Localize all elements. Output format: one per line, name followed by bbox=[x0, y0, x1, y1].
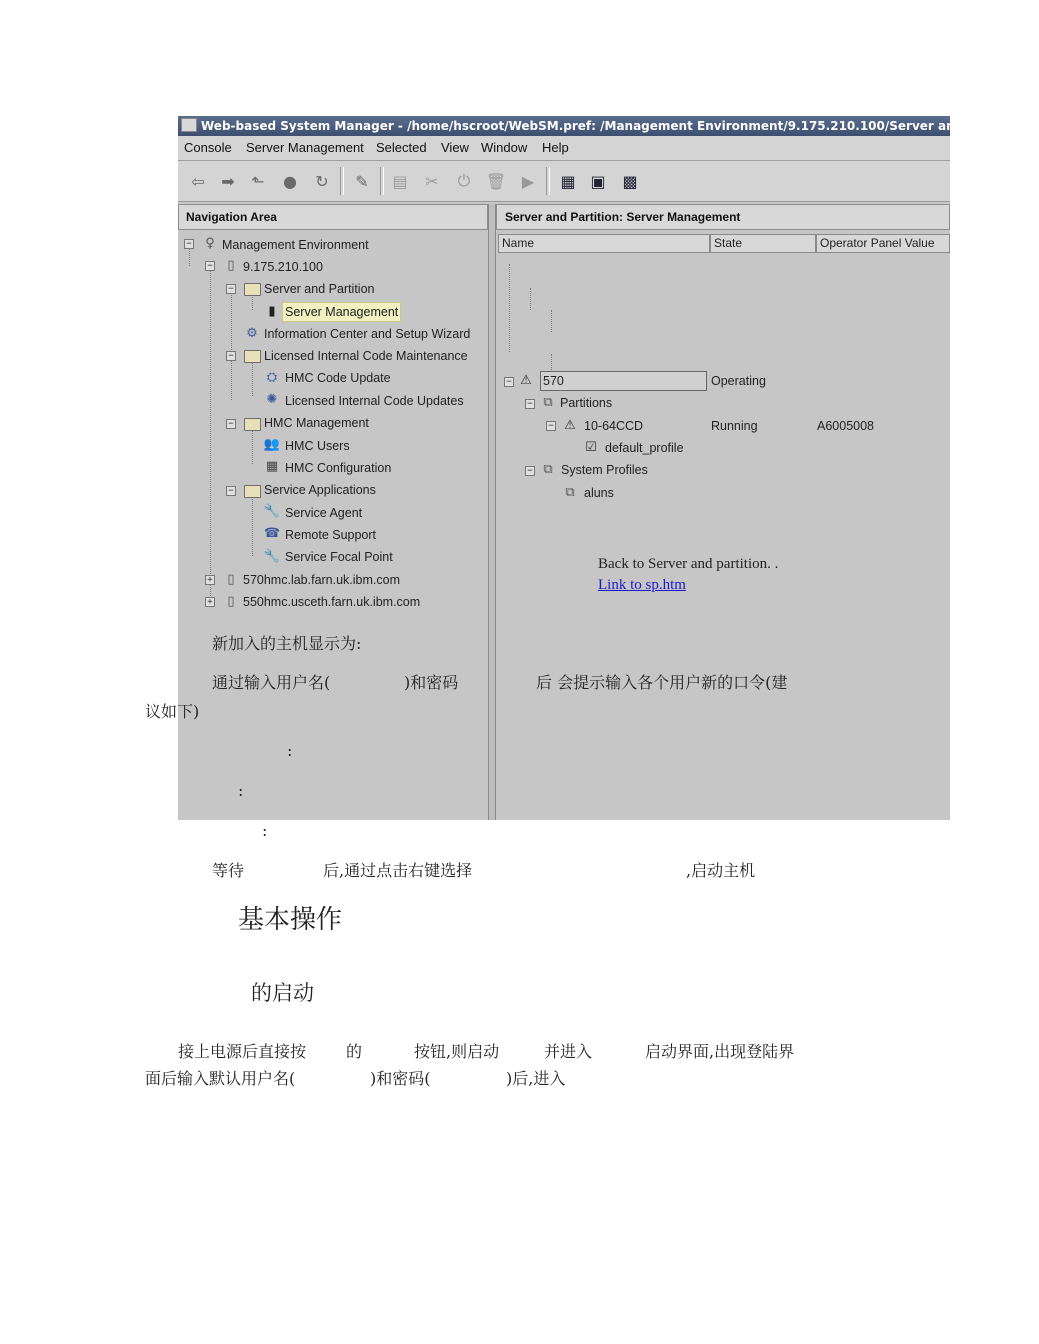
column-header-operator-panel-value[interactable]: Operator Panel Value bbox=[816, 234, 950, 253]
menu-bar bbox=[178, 136, 950, 161]
server-icon: ▯ bbox=[227, 593, 235, 609]
expand-toggle[interactable]: + bbox=[205, 597, 215, 607]
expand-toggle[interactable]: + bbox=[205, 575, 215, 585]
login-text-part3: 后 会提示输入各个用户新的口令(建 bbox=[536, 673, 788, 692]
view-large-icon[interactable]: ▦ bbox=[560, 171, 576, 191]
collapse-toggle[interactable]: − bbox=[226, 284, 236, 294]
menu-help[interactable]: Help bbox=[542, 140, 569, 155]
power-icon[interactable]: ⏻ bbox=[457, 171, 471, 190]
menu-console[interactable]: Console bbox=[184, 140, 232, 155]
row-opv-partition: A6005008 bbox=[817, 419, 875, 433]
tree-item-hmc-configuration[interactable]: HMC Configuration bbox=[285, 461, 392, 475]
pane-splitter[interactable] bbox=[488, 204, 496, 820]
up-folder-icon[interactable]: ⬑ bbox=[251, 171, 265, 191]
row-name-system-profiles[interactable]: System Profiles bbox=[561, 463, 648, 477]
tree-line bbox=[551, 354, 552, 370]
toolbar-separator bbox=[380, 167, 384, 195]
collapse-toggle[interactable]: − bbox=[546, 421, 556, 431]
service-focal-point-icon: 🔧 bbox=[263, 548, 281, 564]
brush-icon[interactable]: ✎ bbox=[355, 171, 369, 191]
properties-icon[interactable]: ▤ bbox=[392, 171, 408, 191]
tree-line bbox=[231, 288, 232, 400]
para-line2-part1: 面后输入默认用户名( bbox=[145, 1069, 296, 1088]
tree-line bbox=[509, 264, 510, 352]
collapse-toggle[interactable]: − bbox=[226, 419, 236, 429]
row-state-partition: Running bbox=[711, 419, 758, 433]
menu-server-management[interactable]: Server Management bbox=[246, 140, 364, 155]
collapse-toggle[interactable]: − bbox=[226, 351, 236, 361]
profile-icon: ☑ bbox=[585, 439, 597, 455]
server-icon: ▯ bbox=[227, 257, 235, 273]
back-to-server-text: Back to Server and partition. . bbox=[598, 556, 779, 572]
lic-updates-icon: ✺ bbox=[266, 391, 278, 407]
para-line2-part3: )后,进入 bbox=[506, 1069, 566, 1088]
login-text-line2: 议如下) bbox=[145, 702, 200, 721]
tree-item-lic-updates[interactable]: Licensed Internal Code Updates bbox=[285, 394, 464, 408]
collapse-toggle[interactable]: − bbox=[525, 466, 535, 476]
tree-line bbox=[252, 492, 253, 556]
menu-window[interactable]: Window bbox=[481, 140, 528, 155]
navigation-tree bbox=[178, 232, 489, 820]
content-table bbox=[496, 232, 950, 820]
window-title-bar bbox=[178, 116, 1039, 136]
para-line2-part2: )和密码( bbox=[370, 1069, 431, 1088]
row-name-partition[interactable]: 10-64CCD bbox=[584, 419, 644, 433]
folder-icon bbox=[244, 418, 261, 431]
cut-icon[interactable]: ✂ bbox=[425, 171, 439, 191]
warning-partition-icon: ⚠ bbox=[564, 417, 576, 433]
tree-item-service-agent[interactable]: Service Agent bbox=[285, 506, 363, 520]
collapse-toggle[interactable]: − bbox=[205, 261, 215, 271]
websm-screenshot bbox=[178, 116, 1039, 820]
tree-line bbox=[210, 266, 211, 602]
selected-row-highlight bbox=[540, 371, 707, 391]
refresh-icon[interactable]: ↻ bbox=[315, 171, 329, 191]
forward-arrow-icon[interactable]: ➡ bbox=[221, 171, 235, 191]
link-sp-htm[interactable]: Link to sp.htm bbox=[598, 577, 686, 593]
navigation-area-header: Navigation Area bbox=[178, 204, 488, 230]
para-text-part2: 的 bbox=[346, 1042, 363, 1061]
heading-startup: 的启动 bbox=[251, 981, 314, 1005]
view-details-icon[interactable]: ▩ bbox=[622, 171, 638, 191]
code-update-icon: ⛭ bbox=[266, 369, 278, 385]
para-text-part1: 接上电源后直接按 bbox=[178, 1042, 307, 1061]
tree-item-hmc-users[interactable]: HMC Users bbox=[285, 439, 350, 453]
heading-basic-operations: 基本操作 bbox=[238, 905, 343, 935]
configuration-icon: ▦ bbox=[265, 458, 279, 474]
folder-icon bbox=[244, 283, 261, 296]
column-header-state[interactable]: State bbox=[710, 234, 816, 253]
window-title: Web-based System Manager - /home/hscroot/WebSM.pref: /Management Environment/9.175.210.100/Server and Partition/S bbox=[201, 119, 1039, 133]
run-icon[interactable]: ▶ bbox=[521, 171, 535, 191]
tree-item-information-center[interactable]: Information Center and Setup Wizard bbox=[264, 327, 471, 341]
new-host-label: 新加入的主机显示为: bbox=[212, 634, 362, 653]
login-text-part2: )和密码 bbox=[404, 673, 459, 692]
app-icon bbox=[181, 118, 197, 132]
column-header-name[interactable]: Name bbox=[498, 234, 710, 253]
row-name-570[interactable]: 570 bbox=[543, 374, 564, 388]
row-name-default-profile[interactable]: default_profile bbox=[605, 441, 684, 455]
folder-icon bbox=[244, 350, 261, 363]
tree-item-management-environment[interactable]: Management Environment bbox=[222, 238, 369, 252]
tree-item-hmc-management[interactable]: HMC Management bbox=[264, 416, 369, 430]
para-text-part5: 启动界面,出现登陆界 bbox=[645, 1042, 795, 1061]
remote-support-icon: ☎ bbox=[263, 525, 281, 541]
tree-item-server-and-partition[interactable]: Server and Partition bbox=[264, 282, 375, 296]
content-area-header: Server and Partition: Server Management bbox=[496, 204, 950, 230]
tree-item-server-management[interactable]: Server Management bbox=[282, 302, 401, 322]
toolbar bbox=[178, 161, 950, 202]
users-icon: 👥 bbox=[263, 436, 281, 452]
tree-item-service-applications[interactable]: Service Applications bbox=[264, 483, 376, 497]
tree-line bbox=[551, 310, 552, 332]
row-name-aluns[interactable]: aluns bbox=[584, 486, 614, 500]
row-state-570: Operating bbox=[711, 374, 766, 388]
row-name-partitions[interactable]: Partitions bbox=[560, 396, 613, 410]
back-arrow-icon[interactable]: ⇦ bbox=[191, 171, 205, 191]
tree-item-hmc-code-update[interactable]: HMC Code Update bbox=[285, 371, 391, 385]
toolbar-separator bbox=[340, 167, 344, 195]
tree-item-remote-support[interactable]: Remote Support bbox=[285, 528, 377, 542]
collapse-toggle[interactable]: − bbox=[184, 239, 194, 249]
colon-marker: : bbox=[238, 781, 244, 800]
wait-text-part1: 等待 bbox=[212, 861, 245, 880]
tree-item-550hmc[interactable]: 550hmc.usceth.farn.uk.ibm.com bbox=[243, 595, 421, 609]
wait-text-part3: ,启动主机 bbox=[686, 861, 756, 880]
para-text-part4: 并进入 bbox=[544, 1042, 593, 1061]
server-icon: ▯ bbox=[227, 571, 235, 587]
wait-text-part2: 后,通过点击右键选择 bbox=[323, 861, 473, 880]
delete-icon[interactable]: 🗑 bbox=[485, 171, 507, 191]
wizard-icon: ⚙ bbox=[246, 325, 258, 341]
warning-server-icon: ⚠ bbox=[520, 372, 532, 388]
login-text-part1: 通过输入用户名( bbox=[212, 673, 331, 692]
view-tree-icon[interactable]: ▣ bbox=[590, 171, 606, 191]
menu-view[interactable]: View bbox=[441, 140, 469, 155]
folder-icon bbox=[244, 485, 261, 498]
stop-icon[interactable]: ● bbox=[283, 171, 297, 191]
globe-icon: ♀ bbox=[205, 235, 215, 251]
collapse-toggle[interactable]: − bbox=[226, 486, 236, 496]
collapse-toggle[interactable]: − bbox=[525, 399, 535, 409]
toolbar-separator bbox=[546, 167, 550, 195]
colon-marker: : bbox=[262, 821, 268, 840]
collapse-toggle[interactable]: − bbox=[504, 377, 514, 387]
server-management-icon: ▮ bbox=[268, 303, 276, 319]
tree-line bbox=[530, 288, 531, 310]
system-profile-icon: ⧉ bbox=[565, 484, 575, 500]
system-profiles-icon: ⧉ bbox=[543, 461, 553, 477]
tree-item-lic-maintenance[interactable]: Licensed Internal Code Maintenance bbox=[264, 349, 468, 363]
partitions-icon: ⧉ bbox=[543, 394, 553, 410]
para-text-part3: 按钮,则启动 bbox=[414, 1042, 500, 1061]
tree-item-hmc-host[interactable]: 9.175.210.100 bbox=[243, 260, 323, 274]
menu-selected[interactable]: Selected bbox=[376, 140, 427, 155]
service-agent-icon: 🔧 bbox=[263, 503, 281, 519]
tree-item-570hmc[interactable]: 570hmc.lab.farn.uk.ibm.com bbox=[243, 573, 401, 587]
tree-item-service-focal-point[interactable]: Service Focal Point bbox=[285, 550, 393, 564]
colon-marker: : bbox=[287, 741, 293, 760]
